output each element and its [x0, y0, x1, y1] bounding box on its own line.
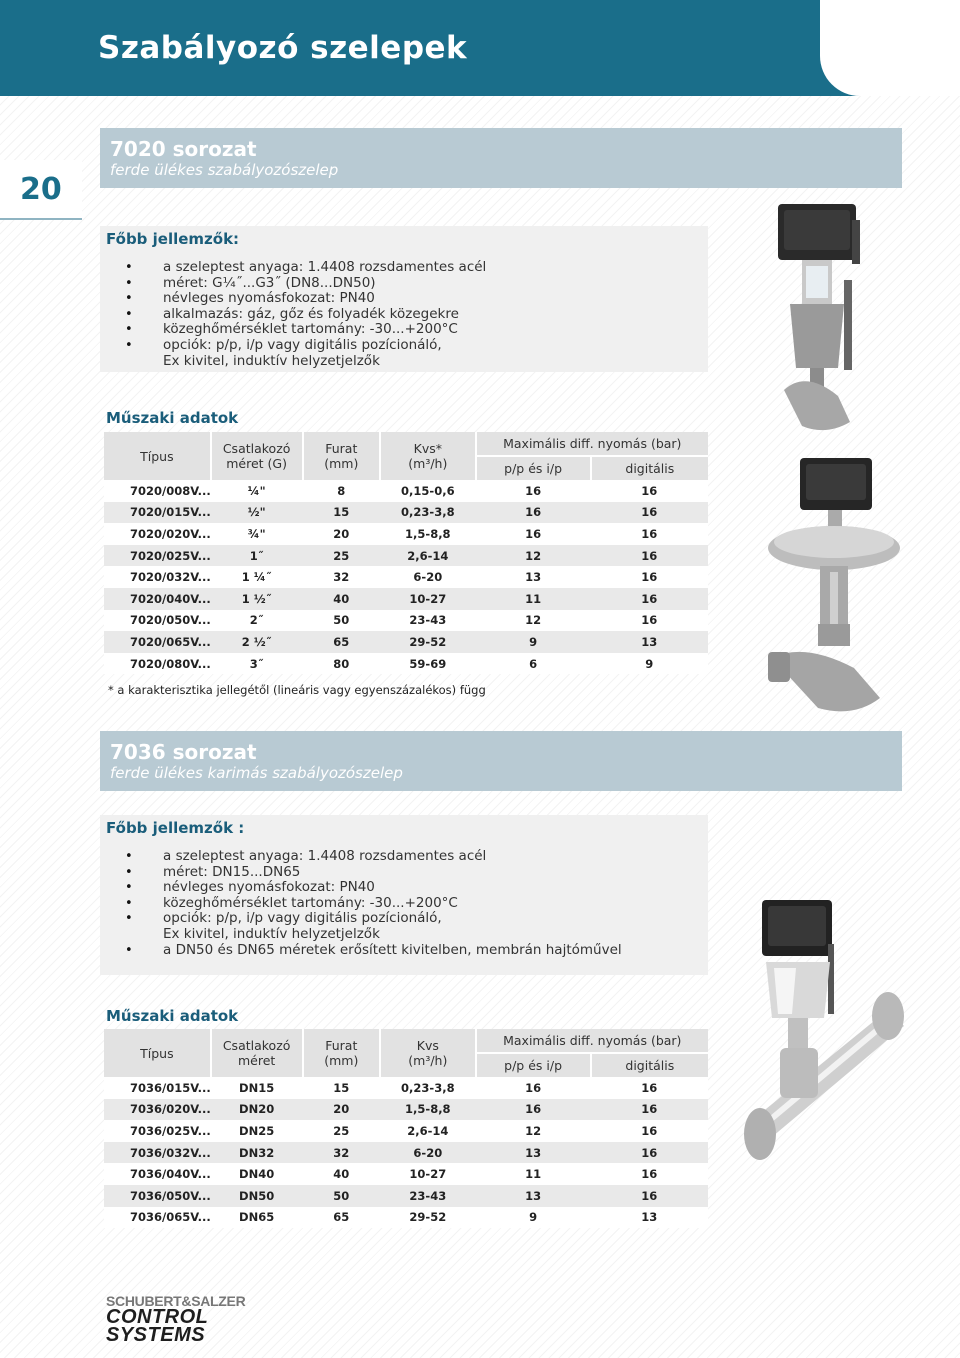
valve-photo-actuator-small [766, 200, 866, 436]
features-7036-list [106, 849, 702, 958]
col-header-pp: p/p és i/p [476, 1053, 591, 1077]
page-header [0, 0, 960, 96]
cell-type: 7020/008V... [104, 480, 211, 502]
cell-bore: 80 [303, 653, 381, 675]
cell-pp: 16 [476, 502, 591, 524]
cell-kvs: 6-20 [380, 1142, 475, 1164]
feature-item: • közeghőmérséklet tartomány: -30...+200°C [125, 321, 458, 338]
cell-bore: 40 [303, 1163, 381, 1185]
cell-digital: 16 [591, 1099, 708, 1121]
cell-kvs: 29-52 [380, 1207, 475, 1229]
table-row [104, 1185, 708, 1207]
cell-kvs: 2,6-14 [380, 1120, 475, 1142]
table-row [104, 545, 708, 567]
feature-item: • közeghőmérséklet tartomány: -30...+200°C [125, 894, 458, 911]
col-header-digital: digitális [591, 1053, 708, 1077]
cell-connection: DN65 [211, 1207, 303, 1229]
col-header-max-pressure: Maximális diff. nyomás (bar) [476, 1029, 708, 1053]
table-row [104, 1077, 708, 1099]
cell-type: 7020/015V... [104, 502, 211, 524]
cell-digital: 16 [591, 523, 708, 545]
col-header-connection: Csatlakozó méret [211, 1029, 303, 1077]
table-row [104, 523, 708, 545]
cell-digital: 13 [591, 631, 708, 653]
tech-heading-7036: Műszaki adatok [106, 1007, 239, 1025]
cell-digital: 16 [591, 502, 708, 524]
features-7036-heading: Főbb jellemzők : [106, 819, 245, 837]
cell-digital: 16 [591, 588, 708, 610]
series-7036-subtitle: ferde ülékes karimás szabályozószelep [110, 764, 403, 782]
col-header-bore: Furat (mm) [303, 432, 381, 480]
table-row [104, 1099, 708, 1121]
cell-pp: 11 [476, 1163, 591, 1185]
cell-kvs: 10-27 [380, 588, 475, 610]
table-row [104, 566, 708, 588]
col-header-type: Típus [104, 1029, 211, 1077]
cell-digital: 16 [591, 1120, 708, 1142]
cell-connection: 3˝ [211, 653, 303, 675]
cell-digital: 16 [591, 545, 708, 567]
cell-pp: 16 [476, 480, 591, 502]
cell-bore: 8 [303, 480, 381, 502]
cell-bore: 65 [303, 631, 381, 653]
col-header-digital: digitális [591, 456, 708, 480]
cell-digital: 9 [591, 653, 708, 675]
logo-text-line1: CONTROL [106, 1306, 209, 1328]
cell-connection: DN32 [211, 1142, 303, 1164]
cell-kvs: 1,5-8,8 [380, 523, 475, 545]
cell-bore: 65 [303, 1207, 381, 1229]
cell-pp: 16 [476, 1099, 591, 1121]
cell-pp: 12 [476, 610, 591, 632]
col-header-kvs: Kvs* (m³/h) [380, 432, 475, 480]
footnote-7020: * a karakterisztika jellegétől (lineáris vagy egyenszázalékos) függ [108, 683, 486, 697]
series-7020-band [100, 128, 902, 188]
table-row [104, 653, 708, 675]
spec-table-7020 [104, 432, 708, 674]
cell-pp: 13 [476, 1185, 591, 1207]
cell-type: 7036/032V... [104, 1142, 211, 1164]
cell-type: 7020/032V... [104, 566, 211, 588]
cell-type: 7020/025V... [104, 545, 211, 567]
company-logo [106, 1294, 245, 1344]
cell-bore: 32 [303, 566, 381, 588]
cell-connection: DN15 [211, 1077, 303, 1099]
feature-item-continued: Ex kivitel, induktív helyzetjelzők [163, 925, 380, 942]
cell-type: 7036/065V... [104, 1207, 211, 1229]
cell-digital: 16 [591, 566, 708, 588]
table-row [104, 1163, 708, 1185]
feature-item: • opciók: p/p, i/p vagy digitális pozícionáló, [125, 910, 442, 927]
col-header-type: Típus [104, 432, 211, 480]
col-header-kvs: Kvs (m³/h) [380, 1029, 475, 1077]
cell-pp: 11 [476, 588, 591, 610]
cell-kvs: 10-27 [380, 1163, 475, 1185]
cell-pp: 13 [476, 1142, 591, 1164]
cell-kvs: 1,5-8,8 [380, 1099, 475, 1121]
table-row [104, 1207, 708, 1229]
cell-pp: 16 [476, 523, 591, 545]
logo-text-top: SCHUBERT&SALZER [106, 1293, 246, 1309]
cell-kvs: 2,6-14 [380, 545, 475, 567]
cell-connection: ½" [211, 502, 303, 524]
cell-kvs: 29-52 [380, 631, 475, 653]
cell-digital: 16 [591, 480, 708, 502]
feature-item: • a szeleptest anyaga: 1.4408 rozsdamentes acél [125, 259, 487, 275]
feature-item: • a DN50 és DN65 méretek erősített kivitelben, membrán hajtóművel [125, 941, 622, 958]
series-7020-title: 7020 sorozat [110, 137, 257, 161]
table-row [104, 631, 708, 653]
feature-item: • a szeleptest anyaga: 1.4408 rozsdamentes acél [125, 848, 487, 864]
features-7036 [100, 815, 708, 975]
features-7020-list [106, 260, 702, 369]
feature-item: • méret: DN15...DN65 [125, 863, 301, 880]
cell-pp: 12 [476, 1120, 591, 1142]
cell-kvs: 0,23-3,8 [380, 502, 475, 524]
cell-bore: 20 [303, 1099, 381, 1121]
cell-bore: 50 [303, 610, 381, 632]
cell-connection: 1 ¼˝ [211, 566, 303, 588]
cell-pp: 9 [476, 1207, 591, 1229]
cell-digital: 16 [591, 1185, 708, 1207]
spec-table-7036 [104, 1029, 708, 1228]
features-7020-heading: Főbb jellemzők: [106, 230, 240, 248]
series-7036-title: 7036 sorozat [110, 740, 257, 764]
cell-digital: 13 [591, 1207, 708, 1229]
cell-kvs: 59-69 [380, 653, 475, 675]
cell-bore: 50 [303, 1185, 381, 1207]
table-row [104, 1120, 708, 1142]
table-row [104, 1142, 708, 1164]
feature-item: • névleges nyomásfokozat: PN40 [125, 879, 375, 896]
cell-kvs: 23-43 [380, 1185, 475, 1207]
cell-type: 7020/050V... [104, 610, 211, 632]
cell-connection: 2 ½˝ [211, 631, 303, 653]
tech-heading-7020: Műszaki adatok [106, 409, 239, 427]
cell-kvs: 6-20 [380, 566, 475, 588]
cell-type: 7036/015V... [104, 1077, 211, 1099]
table-row [104, 588, 708, 610]
cell-digital: 16 [591, 1163, 708, 1185]
cell-connection: DN25 [211, 1120, 303, 1142]
cell-pp: 12 [476, 545, 591, 567]
cell-type: 7020/080V... [104, 653, 211, 675]
table-row [104, 610, 708, 632]
cell-bore: 15 [303, 502, 381, 524]
feature-item: • alkalmazás: gáz, gőz és folyadék közegekre [125, 305, 459, 322]
cell-type: 7020/040V... [104, 588, 211, 610]
cell-pp: 6 [476, 653, 591, 675]
cell-connection: 2˝ [211, 610, 303, 632]
cell-bore: 40 [303, 588, 381, 610]
cell-digital: 16 [591, 1142, 708, 1164]
valve-photo-flanged [740, 898, 910, 1168]
page-number: 20 [0, 160, 82, 218]
page-title: Szabályozó szelepek [98, 30, 468, 66]
cell-kvs: 0,15-0,6 [380, 480, 475, 502]
series-7020-subtitle: ferde ülékes szabályozószelep [110, 161, 339, 179]
cell-bore: 20 [303, 523, 381, 545]
feature-item: • opciók: p/p, i/p vagy digitális pozícionáló, [125, 336, 442, 353]
cell-type: 7020/065V... [104, 631, 211, 653]
cell-type: 7036/040V... [104, 1163, 211, 1185]
cell-bore: 32 [303, 1142, 381, 1164]
cell-kvs: 0,23-3,8 [380, 1077, 475, 1099]
cell-type: 7020/020V... [104, 523, 211, 545]
features-7020 [100, 226, 708, 372]
series-7036-band [100, 731, 902, 791]
feature-item: • névleges nyomásfokozat: PN40 [125, 290, 375, 307]
cell-digital: 16 [591, 610, 708, 632]
cell-connection: ¾" [211, 523, 303, 545]
cell-connection: 1 ½˝ [211, 588, 303, 610]
cell-connection: DN20 [211, 1099, 303, 1121]
cell-type: 7036/020V... [104, 1099, 211, 1121]
table-row [104, 502, 708, 524]
cell-type: 7036/050V... [104, 1185, 211, 1207]
col-header-bore: Furat (mm) [303, 1029, 381, 1077]
cell-connection: ¼" [211, 480, 303, 502]
cell-connection: DN40 [211, 1163, 303, 1185]
cell-connection: 1˝ [211, 545, 303, 567]
valve-photo-actuator-large [764, 452, 910, 720]
cell-bore: 15 [303, 1077, 381, 1099]
logo-text-line2: SYSTEMS [106, 1324, 206, 1346]
col-header-connection: Csatlakozó méret (G) [211, 432, 303, 480]
cell-pp: 9 [476, 631, 591, 653]
page-number-divider [0, 218, 82, 220]
table-row [104, 480, 708, 502]
cell-connection: DN50 [211, 1185, 303, 1207]
cell-digital: 16 [591, 1077, 708, 1099]
cell-bore: 25 [303, 1120, 381, 1142]
cell-type: 7036/025V... [104, 1120, 211, 1142]
cell-kvs: 23-43 [380, 610, 475, 632]
feature-item: • méret: G¼˝...G3˝ (DN8...DN50) [125, 274, 376, 291]
col-header-pp: p/p és i/p [476, 456, 591, 480]
header-corner [820, 0, 960, 96]
cell-pp: 13 [476, 566, 591, 588]
col-header-max-pressure: Maximális diff. nyomás (bar) [476, 432, 708, 456]
cell-bore: 25 [303, 545, 381, 567]
feature-item-continued: Ex kivitel, induktív helyzetjelzők [163, 352, 380, 369]
cell-pp: 16 [476, 1077, 591, 1099]
